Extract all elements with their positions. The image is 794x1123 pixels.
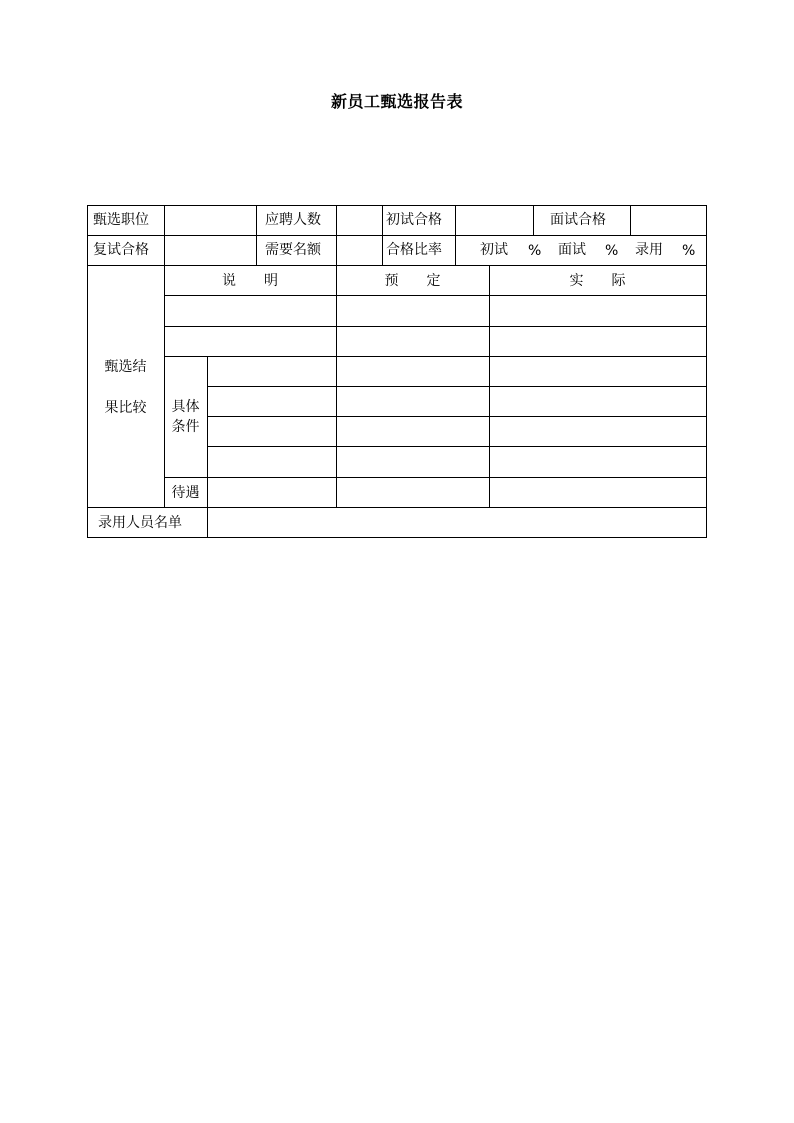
table-border-bottom xyxy=(87,537,707,538)
conditions-label-line1: 具体 xyxy=(171,399,200,415)
table-border-right xyxy=(706,205,707,538)
column-divider xyxy=(630,205,631,235)
column-divider xyxy=(455,205,456,265)
row-divider xyxy=(164,477,707,478)
column-divider xyxy=(256,205,257,265)
planned-column-header: 预 定 xyxy=(384,273,441,289)
ratio-interview-label: 面试 xyxy=(558,242,586,258)
conditions-label-line2: 条件 xyxy=(171,419,200,435)
required-count-label: 需要名额 xyxy=(265,242,321,258)
row-divider xyxy=(87,265,707,266)
column-divider xyxy=(489,265,490,507)
ratio-hire-percent: % xyxy=(682,243,696,259)
row-divider xyxy=(87,235,707,236)
position-label: 甄选职位 xyxy=(93,212,149,228)
row-divider xyxy=(164,356,707,357)
row-divider xyxy=(207,386,707,387)
row-divider xyxy=(164,295,707,296)
table-border-top xyxy=(87,205,707,206)
treatment-label: 待遇 xyxy=(171,485,200,501)
page-title: 新员工甄选报告表 xyxy=(330,92,463,111)
row-divider xyxy=(87,507,707,508)
row-divider xyxy=(207,416,707,417)
ratio-hire-label: 录用 xyxy=(635,242,663,258)
hired-list-label: 录用人员名单 xyxy=(98,515,182,531)
column-divider xyxy=(533,205,534,235)
comparison-section-label-line1: 甄选结 xyxy=(104,359,147,375)
ratio-first-label: 初试 xyxy=(480,242,508,258)
actual-column-header: 实 际 xyxy=(569,273,626,289)
ratio-first-percent: % xyxy=(528,243,542,259)
interview-pass-label: 面试合格 xyxy=(550,212,606,228)
row-divider xyxy=(207,446,707,447)
column-divider xyxy=(382,205,383,265)
row-divider xyxy=(164,326,707,327)
description-column-header: 说 明 xyxy=(222,273,278,289)
column-divider xyxy=(164,205,165,507)
column-divider xyxy=(207,356,208,538)
comparison-section-label-line2: 果比较 xyxy=(104,400,147,416)
retest-pass-label: 复试合格 xyxy=(93,242,149,258)
ratio-interview-percent: % xyxy=(605,243,619,259)
first-pass-label: 初试合格 xyxy=(386,212,442,228)
column-divider xyxy=(336,205,337,507)
applicants-label: 应聘人数 xyxy=(265,212,321,228)
pass-ratio-label: 合格比率 xyxy=(386,242,442,258)
